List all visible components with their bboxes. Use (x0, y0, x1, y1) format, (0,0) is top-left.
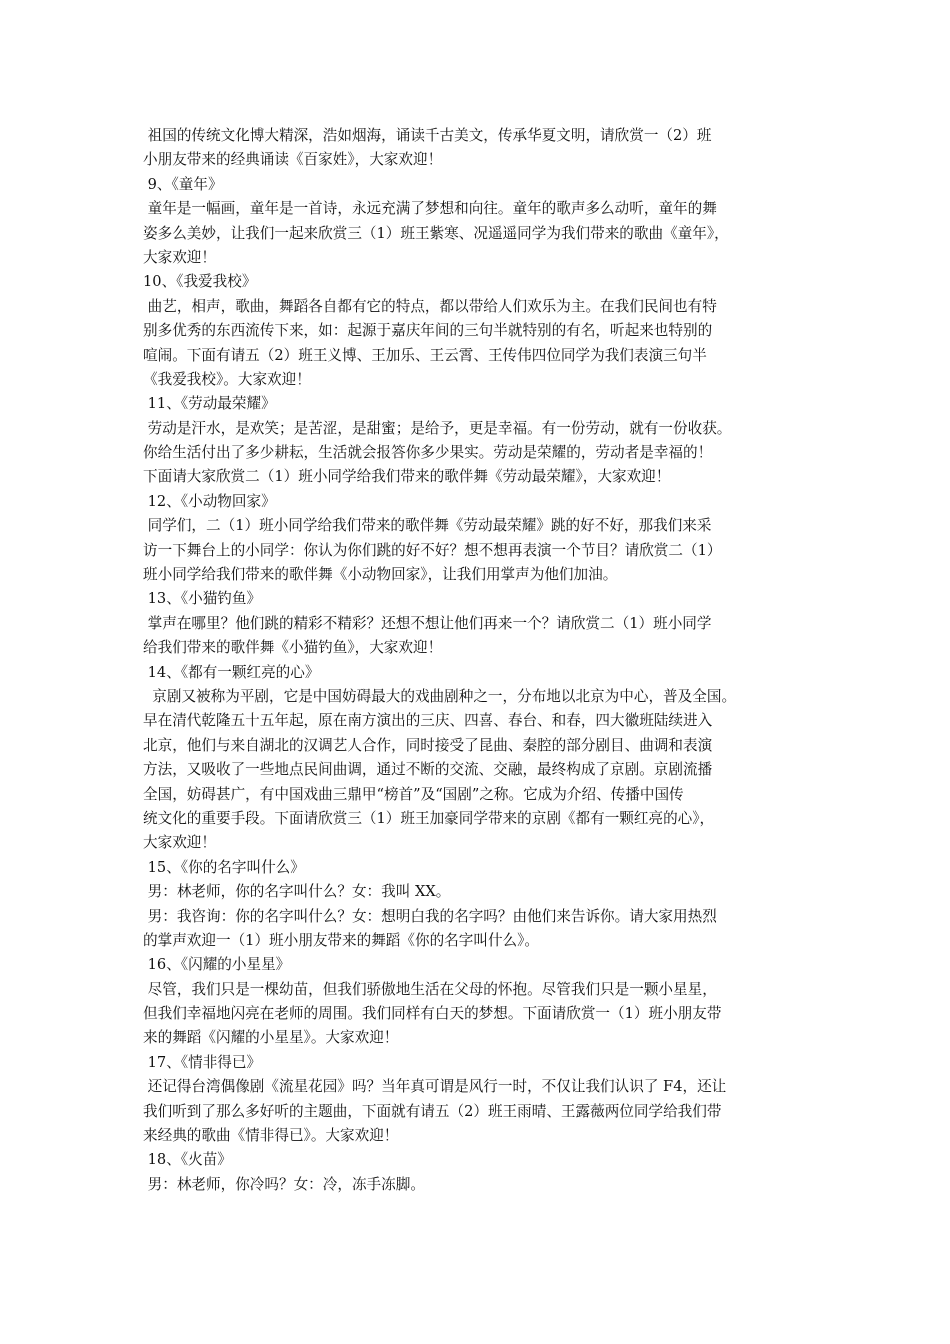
text-line: 方法，又吸收了一些地点民间曲调，通过不断的交流、交融，最终构成了京剧。京剧流播 (143, 761, 713, 779)
text-line: 来经典的歌曲《情非得已》。大家欢迎！ (143, 1127, 399, 1145)
section-heading: 17、《情非得已》 (143, 1053, 262, 1071)
text-line: 《我爱我校》。大家欢迎！ (143, 370, 311, 388)
text-line: 曲艺，相声，歌曲，舞蹈各自都有它的特点，都以带给人们欢乐为主。在我们民间也有特 (143, 297, 717, 315)
text-line: 下面请大家欣赏二（1）班小同学给我们带来的歌伴舞《劳动最荣耀》，大家欢迎！ (143, 468, 671, 486)
section-heading: 10、《我爱我校》 (143, 273, 257, 291)
text-line: 京剧又被称为平剧，它是中国妨碍最大的戏曲剧种之一，分布地以北京为中心，普及全国。 (143, 687, 737, 705)
text-line: 喧闹。下面有请五（2）班王义博、王加乐、王云霄、王传伟四位同学为我们表演三句半 (143, 346, 707, 364)
section-heading: 15、《你的名字叫什么》 (143, 858, 305, 876)
text-line: 给我们带来的歌伴舞《小猫钓鱼》，大家欢迎！ (143, 639, 443, 657)
text-line: 我们听到了那么多好听的主题曲，下面就有请五（2）班王雨晴、王露薇两位同学给我们带 (143, 1102, 722, 1120)
section-heading: 14、《都有一颗红亮的心》 (143, 663, 320, 681)
section-heading: 13、《小猫钓鱼》 (143, 590, 262, 608)
section-heading: 9、《童年》 (143, 175, 223, 193)
text-line: 早在清代乾隆五十五年起，原在南方演出的三庆、四喜、春台、和春，四大徽班陆续进入 (143, 712, 713, 730)
text-line: 还记得台湾偶像剧《流星花园》吗？当年真可谓是风行一时，不仅让我们认识了 F4，还让 (143, 1078, 727, 1096)
text-line: 姿多么美妙，让我们一起来欣赏三（1）班王紫寒、况遥遥同学为我们带来的歌曲《童年》， (143, 224, 729, 242)
text-line: 来的舞蹈《闪耀的小星星》。大家欢迎！ (143, 1029, 399, 1047)
section-heading: 12、《小动物回家》 (143, 492, 276, 510)
text-line: 小朋友带来的经典诵读《百家姓》，大家欢迎！ (143, 151, 443, 169)
text-line: 全国，妨碍甚广，有中国戏曲三鼎甲“榜首”及“国剧”之称。它成为介绍、传播中国传 (143, 785, 684, 803)
text-line: 别多优秀的东西流传下来，如：起源于嘉庆年间的三句半就特别的有名，听起来也特别的 (143, 322, 713, 340)
text-line: 的掌声欢迎一（1）班小朋友带来的舞蹈《你的名字叫什么》。 (143, 931, 540, 949)
text-line: 你给生活付出了多少耕耘，生活就会报答你多少果实。劳动是荣耀的，劳动者是幸福的！ (143, 444, 713, 462)
text-line: 大家欢迎！ (143, 834, 216, 852)
document-body (143, 124, 823, 1197)
text-line: 男：我咨询：你的名字叫什么？女：想明白我的名字吗？由他们来告诉你。请大家用热烈 (143, 907, 717, 925)
text-line: 尽管，我们只是一棵幼苗，但我们骄傲地生活在父母的怀抱。尽管我们只是一颗小星星， (143, 980, 717, 998)
section-heading: 18、《火苗》 (143, 1151, 232, 1169)
text-line: 男：林老师，你的名字叫什么？女：我叫 XX。 (143, 883, 451, 901)
text-line: 男：林老师，你冷吗？女：冷，冻手冻脚。 (143, 1175, 425, 1193)
text-line: 统文化的重要手段。下面请欣赏三（1）班王加豪同学带来的京剧《都有一颗红亮的心》， (143, 809, 715, 827)
text-line: 劳动是汗水，是欢笑；是苦涩，是甜蜜；是给予，更是幸福。有一份劳动，就有一份收获。 (143, 419, 732, 437)
text-line: 童年是一幅画，童年是一首诗，永远充满了梦想和向往。童年的歌声多么动听，童年的舞 (143, 200, 717, 218)
section-heading: 11、《劳动最荣耀》 (143, 395, 276, 413)
text-line: 大家欢迎！ (143, 248, 216, 266)
text-line: 掌声在哪里？他们跳的精彩不精彩？还想不想让他们再来一个？请欣赏二（1）班小同学 (143, 614, 712, 632)
text-line: 班小同学给我们带来的歌伴舞《小动物回家》，让我们用掌声为他们加油。 (143, 566, 618, 584)
text-line: 访一下舞台上的小同学：你认为你们跳的好不好？想不想再表演一个节目？请欣赏二（1） (143, 541, 722, 559)
text-line: 但我们幸福地闪亮在老师的周围。我们同样有白天的梦想。下面请欣赏一（1）班小朋友带 (143, 1005, 722, 1023)
text-line: 同学们，二（1）班小同学给我们带来的歌伴舞《劳动最荣耀》跳的好不好，那我们来采 (143, 517, 712, 535)
text-line: 北京，他们与来自湖北的汉调艺人合作，同时接受了昆曲、秦腔的部分剧目、曲调和表演 (143, 736, 713, 754)
text-line: 祖国的传统文化博大精深，浩如烟海，诵读千古美文，传承华夏文明，请欣赏一（2）班 (143, 127, 712, 144)
section-heading: 16、《闪耀的小星星》 (143, 956, 291, 974)
